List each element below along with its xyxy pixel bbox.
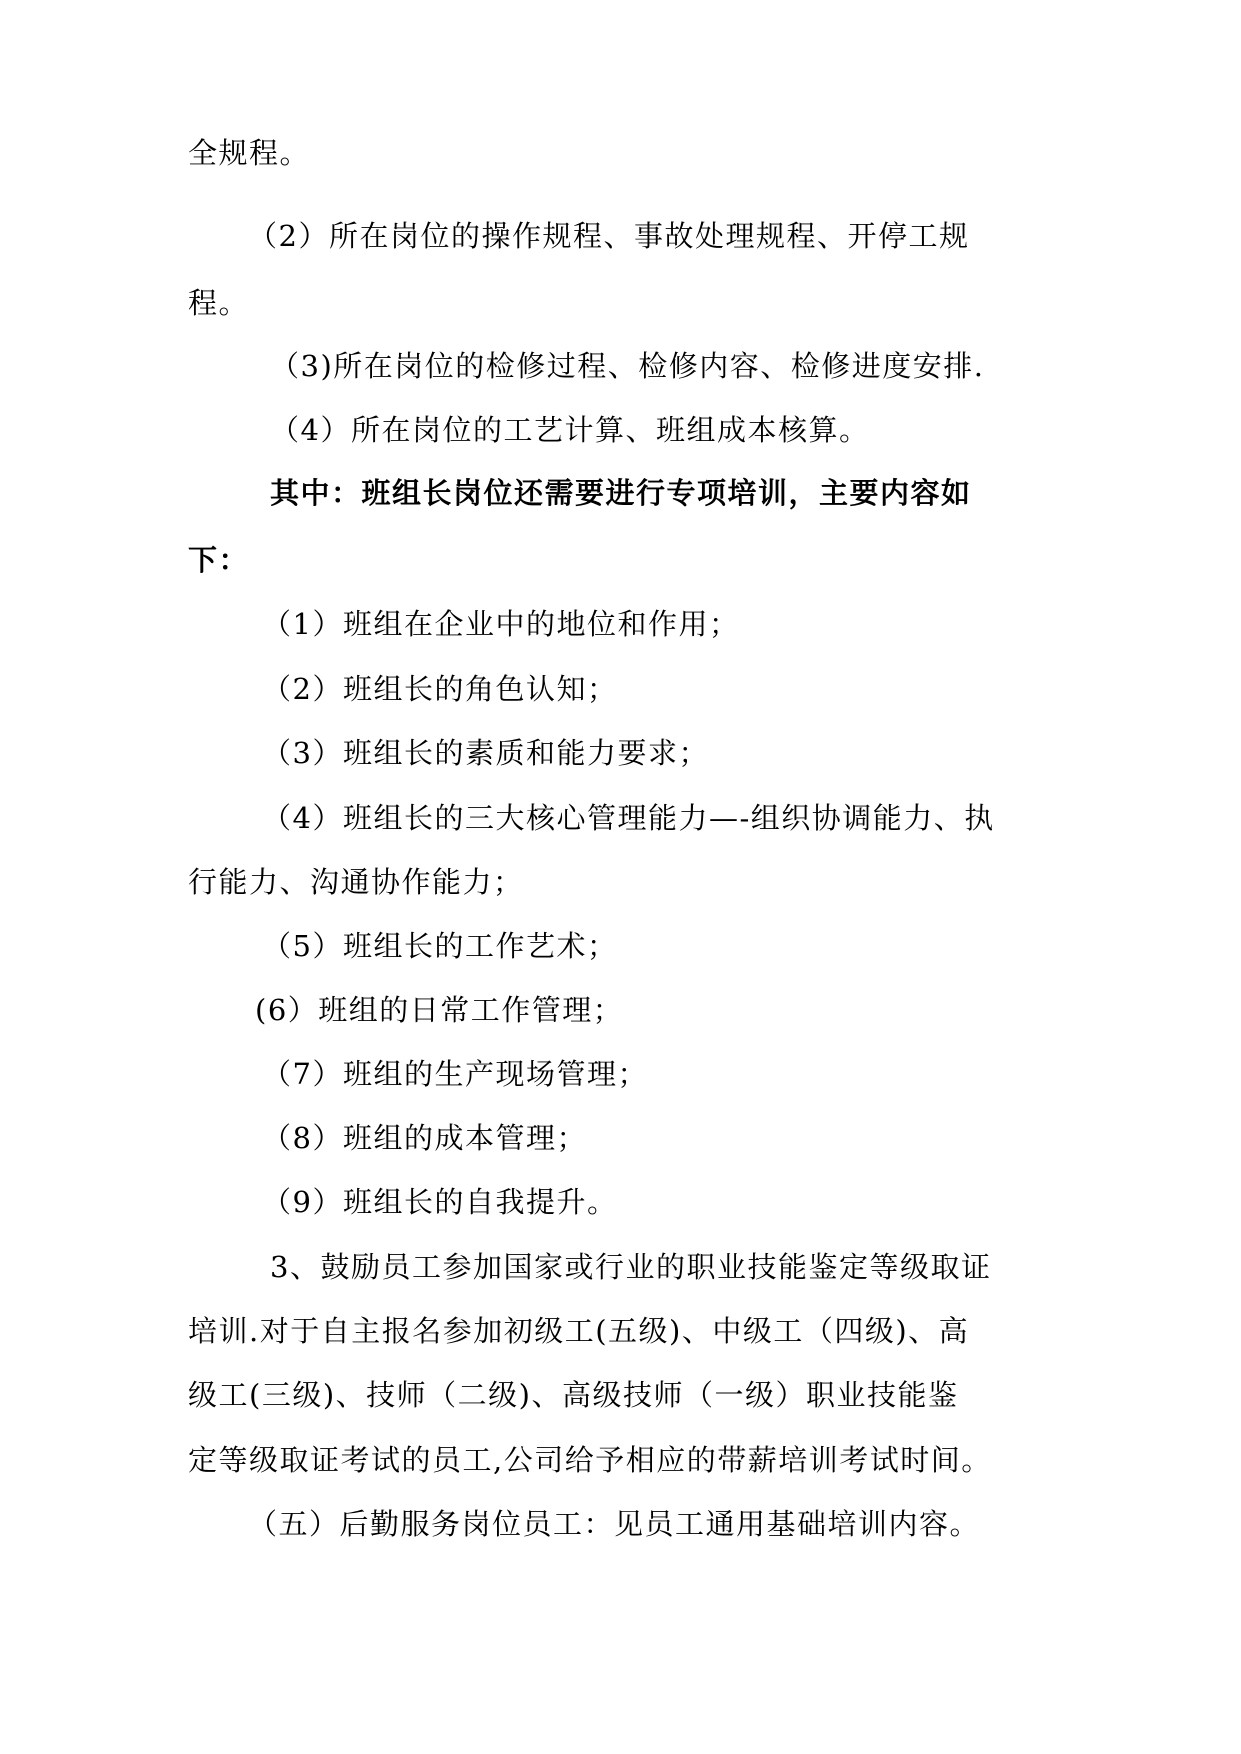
list-item: （3)所在岗位的检修过程、检修内容、检修进度安排. [270,349,985,383]
text-line: 行能力、沟通协作能力； [188,865,524,899]
list-item: (6）班组的日常工作管理； [255,993,624,1027]
text-line: 程。 [188,286,250,320]
list-item: （3）班组长的素质和能力要求； [262,736,709,770]
paragraph-line: 培训.对于自主报名参加初级工(五级)、中级工（四级)、高 [188,1314,970,1348]
paragraph-line: 定等级取证考试的员工,公司给予相应的带薪培训考试时间。 [188,1443,992,1477]
paragraph-line: 级工(三级)、技师（二级)、高级技师（一级）职业技能鉴 [188,1378,959,1412]
list-item: （7）班组的生产现场管理； [262,1057,648,1091]
list-item: （8）班组的成本管理； [262,1121,587,1155]
list-item: （4）班组长的三大核心管理能力—-组织协调能力、执 [262,801,995,835]
list-item: （9）班组长的自我提升。 [262,1185,618,1219]
section-heading: 下： [188,543,250,577]
list-item: （4）所在岗位的工艺计算、班组成本核算。 [270,413,870,447]
list-item: （5）班组长的工作艺术； [262,929,618,963]
list-item: （2）所在岗位的操作规程、事故处理规程、开停工规 [248,219,970,253]
list-item: （2）班组长的角色认知； [262,672,618,706]
list-item: （1）班组在企业中的地位和作用； [262,607,740,641]
paragraph-line: 3、鼓励员工参加国家或行业的职业技能鉴定等级取证 [270,1250,992,1284]
section-line: （五）后勤服务岗位员工：见员工通用基础培训内容。 [248,1507,981,1541]
text-line: 全规程。 [188,136,311,170]
section-heading: 其中：班组长岗位还需要进行专项培训，主要内容如 [270,476,972,510]
